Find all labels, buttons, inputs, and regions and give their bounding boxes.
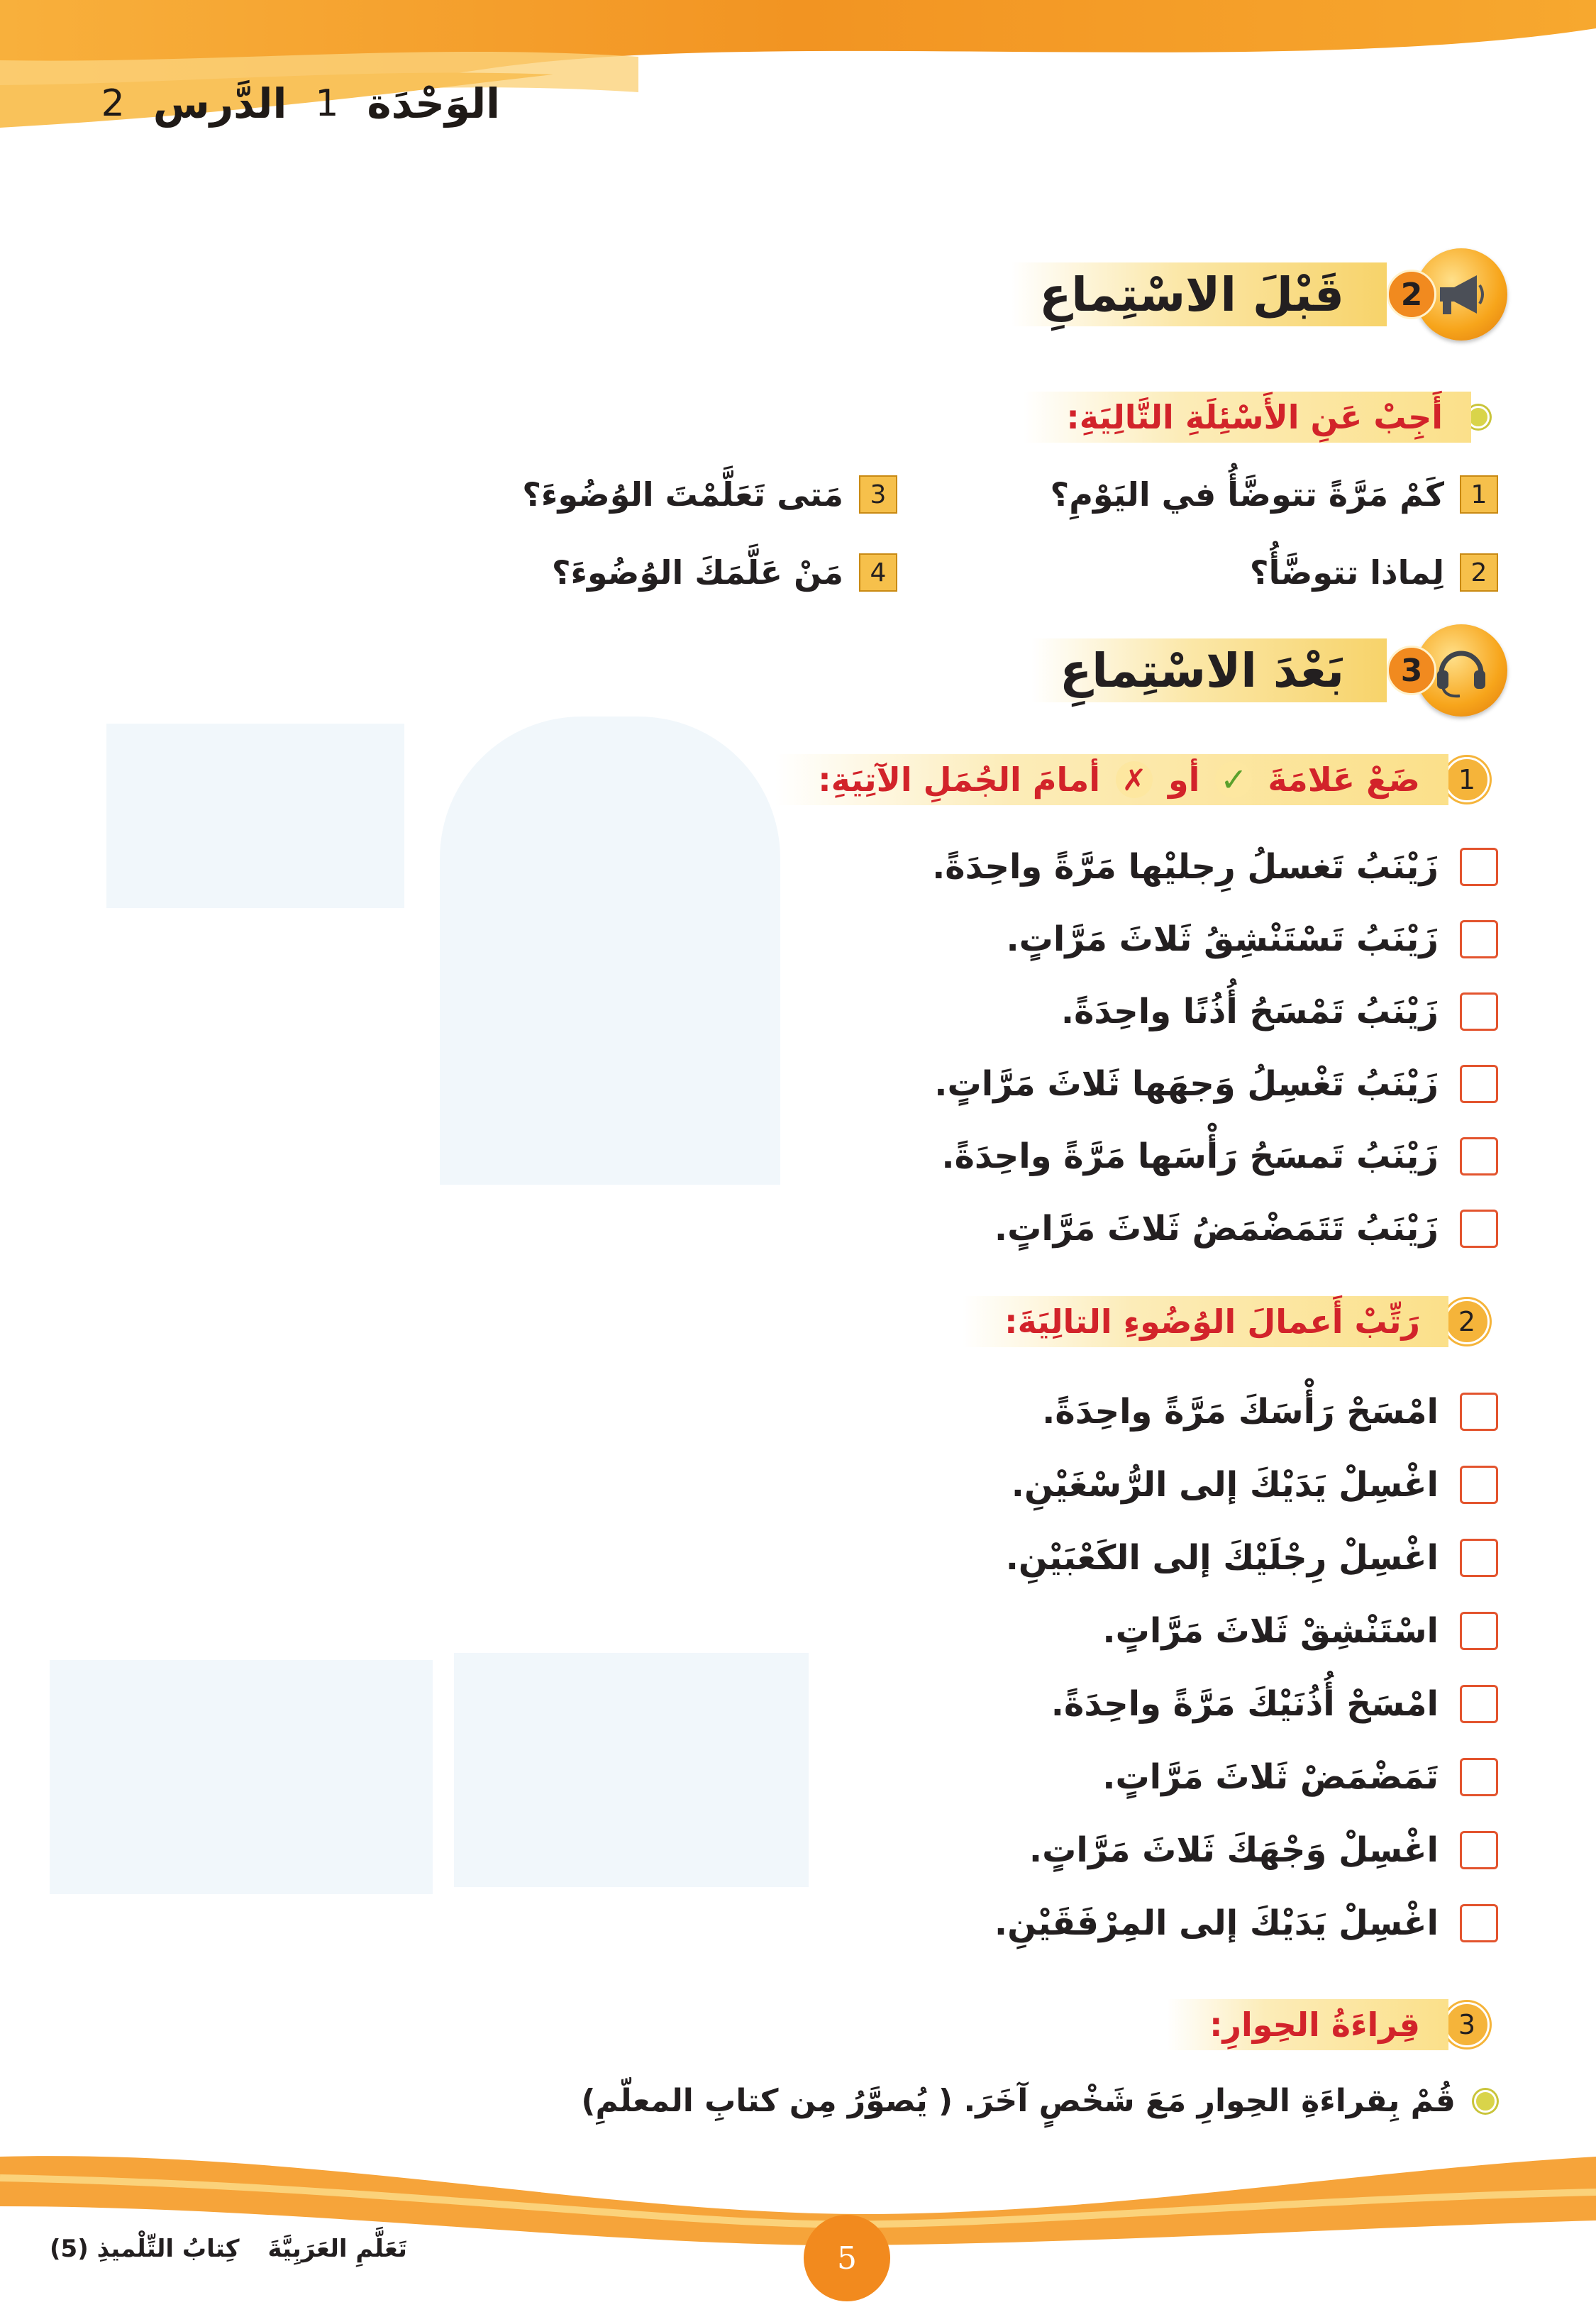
order-box[interactable]	[1460, 1539, 1498, 1577]
checklist-item	[994, 1209, 1498, 1249]
question-number: 1	[1460, 475, 1498, 514]
step-text: اغْسِلْ رِجْلَيْكَ إلى الكَعْبَيْنِ.	[1005, 1538, 1439, 1578]
task-number: 2	[1444, 1299, 1490, 1344]
step-text: اغْسِلْ يَدَيْكَ إلى الرُّسْغَيْنِ.	[1011, 1465, 1439, 1505]
instruction-part1: ضَعْ عَلامَةَ	[1268, 760, 1420, 799]
task3-heading	[1167, 1999, 1490, 2050]
book-part: كِتابُ التِّلْميذِ (5)	[50, 2235, 240, 2263]
task2-heading	[962, 1296, 1490, 1347]
ordering-item	[1102, 1611, 1498, 1651]
unit-lesson-header	[101, 74, 500, 133]
statement-text: زَيْنَبُ تَغسلُ رِجليْها مَرَّةً واحِدَةً.	[932, 847, 1439, 887]
background-shape	[50, 1660, 433, 1894]
order-box[interactable]	[1460, 1393, 1498, 1431]
step-text: امْسَحْ رَأْسَكَ مَرَّةً واحِدَةً.	[1042, 1392, 1439, 1432]
ordering-item	[1102, 1757, 1498, 1797]
question-text: كَمْ مَرَّةً تتوضَّأُ في اليَوْمِ؟	[1050, 475, 1444, 514]
order-box[interactable]	[1460, 1904, 1498, 1942]
unit-label: الوَحْدَة	[367, 79, 500, 128]
instruction-or: أو	[1168, 760, 1200, 799]
section-after-listening	[1031, 624, 1507, 717]
statement-text: زَيْنَبُ تَمْسَحُ أُذُنًا واحِدَةً.	[1060, 992, 1439, 1031]
ordering-item	[1012, 1465, 1498, 1505]
question-text: مَنْ عَلَّمَكَ الوُضُوءَ؟	[551, 553, 843, 592]
question-text: مَتى تَعَلَّمْتَ الوُضُوءَ؟	[522, 475, 843, 514]
background-shape	[440, 717, 780, 1185]
statement-text: زَيْنَبُ تَسْتَنْشِقُ ثَلاثَ مَرَّاتٍ.	[1006, 919, 1439, 959]
checklist-item	[934, 1064, 1498, 1104]
answer-checkbox[interactable]	[1460, 1210, 1498, 1248]
lesson-number: 2	[101, 82, 125, 125]
unit-number: 1	[315, 82, 339, 125]
order-box[interactable]	[1460, 1831, 1498, 1869]
answer-checkbox[interactable]	[1460, 920, 1498, 958]
question-number: 3	[859, 475, 897, 514]
task3-bullet	[581, 2083, 1497, 2119]
section-number: 3	[1387, 646, 1436, 695]
cross-mark-icon: ✗	[1116, 761, 1153, 798]
answer-checkbox[interactable]	[1460, 1137, 1498, 1176]
task-number: 1	[1444, 757, 1490, 802]
order-box[interactable]	[1460, 1612, 1498, 1650]
question-item	[522, 475, 897, 514]
statement-text: زَيْنَبُ تَتَمَضْمَضُ ثَلاثَ مَرَّاتٍ.	[994, 1209, 1439, 1249]
question-item	[1250, 553, 1498, 592]
instruction-heading	[1024, 392, 1490, 443]
task2-instruction: رَتِّبْ أَعمالَ الوُضُوءِ التالِيَةَ:	[962, 1296, 1448, 1347]
order-box[interactable]	[1460, 1685, 1498, 1723]
ordering-item	[1006, 1538, 1498, 1578]
background-shape	[106, 724, 404, 908]
statement-text: زَيْنَبُ تَغْسِلُ وَجهَها ثَلاثَ مَرَّاتٍ.	[934, 1064, 1439, 1104]
footer-band	[0, 2128, 1596, 2312]
checklist-item	[1006, 919, 1498, 959]
task1-instruction	[775, 754, 1448, 805]
step-text: اغْسِلْ وَجْهَكَ ثَلاثَ مَرَّاتٍ.	[1029, 1830, 1439, 1870]
section-title: قَبْلَ الاسْتِماعِ	[1011, 262, 1387, 326]
book-footer	[50, 2235, 407, 2263]
task-number: 3	[1444, 2002, 1490, 2047]
question-item	[1051, 475, 1498, 514]
task3-instruction: قِراءَةُ الحِوارِ:	[1167, 1999, 1448, 2050]
step-text: امْسَحْ أُذُنَيْكَ مَرَّةً واحِدَةً.	[1051, 1684, 1439, 1724]
section-title: بَعْدَ الاسْتِماعِ	[1031, 638, 1387, 702]
answer-checkbox[interactable]	[1460, 992, 1498, 1031]
instruction-text: أَجِبْ عَنِ الأَسْئِلَةِ التَّالِيَةِ:	[1024, 392, 1471, 443]
step-text: اغْسِلْ يَدَيْكَ إلى المِرْفَقَيْنِ.	[994, 1903, 1439, 1943]
ordering-item	[1051, 1684, 1498, 1724]
section-number: 2	[1387, 270, 1436, 319]
ordering-item	[1042, 1392, 1498, 1432]
statement-text: زَيْنَبُ تَمسَحُ رَأْسَها مَرَّةً واحِدَةً.	[941, 1136, 1439, 1176]
question-number: 4	[859, 553, 897, 592]
step-text: اسْتَنْشِقْ ثَلاثَ مَرَّاتٍ.	[1102, 1611, 1439, 1651]
section-before-listening	[1011, 248, 1507, 341]
ordering-item	[994, 1903, 1498, 1943]
order-box[interactable]	[1460, 1758, 1498, 1796]
checklist-item	[932, 847, 1498, 887]
bullet-text: قُمْ بِقراءَةِ الحِوارِ مَعَ شَخْصٍ آخَرَ. ( يُصوَّرُ مِن كتابِ المعلّمِ)	[581, 2083, 1456, 2119]
task1-heading	[775, 754, 1490, 805]
check-mark-icon: ✓	[1215, 761, 1252, 798]
book-title: تَعَلَّمِ العَرَبِيَّةَ	[267, 2235, 407, 2263]
question-number: 2	[1460, 553, 1498, 592]
answer-checkbox[interactable]	[1460, 1065, 1498, 1103]
step-text: تَمَضْمَضْ ثَلاثَ مَرَّاتٍ.	[1102, 1757, 1439, 1797]
background-shape	[454, 1653, 809, 1887]
question-text: لِماذا تتوضَّأُ؟	[1249, 553, 1444, 592]
lesson-label: الدَّرس	[153, 79, 287, 128]
checklist-item	[1061, 992, 1498, 1031]
answer-checkbox[interactable]	[1460, 848, 1498, 886]
question-item	[552, 553, 897, 592]
bullet-icon	[1474, 2090, 1497, 2113]
instruction-part2: أمامَ الجُمَلِ الآتِيَةِ:	[818, 760, 1100, 799]
order-box[interactable]	[1460, 1466, 1498, 1504]
ordering-item	[1029, 1830, 1498, 1870]
page-number: 5	[804, 2215, 890, 2301]
checklist-item	[941, 1136, 1498, 1176]
